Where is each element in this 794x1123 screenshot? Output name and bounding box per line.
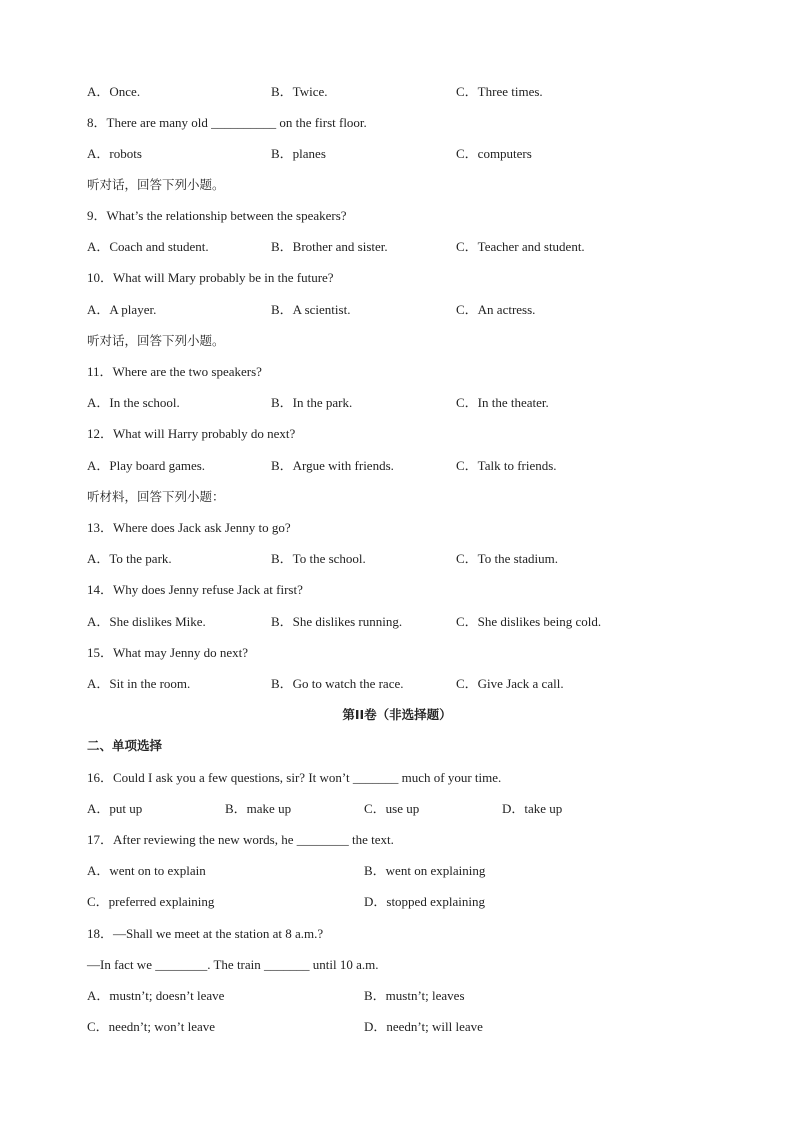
- option: C．use up: [364, 801, 420, 816]
- option: C．Three times.: [456, 84, 543, 99]
- question-text: 18．—Shall we meet at the station at 8 a.m.?: [87, 926, 324, 941]
- option: B．Go to watch the race.: [271, 676, 404, 691]
- option: D．needn’t; will leave: [364, 1019, 483, 1034]
- option: A．Play board games.: [87, 458, 206, 473]
- option: B．She dislikes running.: [271, 614, 403, 629]
- option: C．She dislikes being cold.: [456, 614, 602, 629]
- option: B．A scientist.: [271, 302, 351, 317]
- option: D．stopped explaining: [364, 894, 485, 909]
- option: B．To the school.: [271, 551, 366, 566]
- section-instruction: 听对话，回答下列小题。: [87, 177, 225, 192]
- option: B．make up: [225, 801, 292, 816]
- option: C．To the stadium.: [456, 551, 559, 566]
- option: C．Give Jack a call.: [456, 676, 564, 691]
- option: A．Once.: [87, 84, 141, 99]
- question-text: 17．After reviewing the new words, he ________ the text.: [87, 832, 394, 847]
- option: C．In the theater.: [456, 395, 549, 410]
- option: A．put up: [87, 801, 143, 816]
- option: A．robots: [87, 146, 142, 161]
- option: C．computers: [456, 146, 532, 161]
- option: B．Argue with friends.: [271, 458, 394, 473]
- part-title: 第II卷（非选择题）: [342, 707, 452, 722]
- option: C．Teacher and student.: [456, 239, 585, 254]
- option: B．went on explaining: [364, 863, 486, 878]
- option: C．needn’t; won’t leave: [87, 1019, 216, 1034]
- option: B．mustn’t; leaves: [364, 988, 465, 1003]
- option: C．An actress.: [456, 302, 536, 317]
- option: A．Sit in the room.: [87, 676, 191, 691]
- question-text: 13．Where does Jack ask Jenny to go?: [87, 520, 291, 535]
- question-text: 11．Where are the two speakers?: [87, 364, 262, 379]
- question-text: 14．Why does Jenny refuse Jack at first?: [87, 582, 303, 597]
- question-text: 10．What will Mary probably be in the future?: [87, 270, 334, 285]
- option: A．She dislikes Mike.: [87, 614, 206, 629]
- question-text: 12．What will Harry probably do next?: [87, 426, 296, 441]
- option: C．preferred explaining: [87, 894, 215, 909]
- option: A．Coach and student.: [87, 239, 209, 254]
- option: B．planes: [271, 146, 326, 161]
- question-text: 8．There are many old __________ on the first floor.: [87, 115, 367, 130]
- option: A．mustn’t; doesn’t leave: [87, 988, 225, 1003]
- option: C．Talk to friends.: [456, 458, 557, 473]
- question-text: 16．Could I ask you a few questions, sir? It won’t _______ much of your time.: [87, 770, 502, 785]
- option: B．Brother and sister.: [271, 239, 388, 254]
- option: B．In the park.: [271, 395, 353, 410]
- option: A．went on to explain: [87, 863, 206, 878]
- question-text: 15．What may Jenny do next?: [87, 645, 249, 660]
- question-text: —In fact we ________. The train _______ until 10 a.m.: [87, 957, 379, 972]
- section-instruction: 听对话，回答下列小题。: [87, 333, 225, 348]
- option: A．A player.: [87, 302, 157, 317]
- option: A．To the park.: [87, 551, 172, 566]
- option: B．Twice.: [271, 84, 328, 99]
- section-instruction: 听材料，回答下列小题：: [87, 489, 225, 504]
- option: D．take up: [502, 801, 563, 816]
- section-heading: 二、单项选择: [87, 738, 163, 753]
- option: A．In the school.: [87, 395, 180, 410]
- question-text: 9．What’s the relationship between the speakers?: [87, 208, 347, 223]
